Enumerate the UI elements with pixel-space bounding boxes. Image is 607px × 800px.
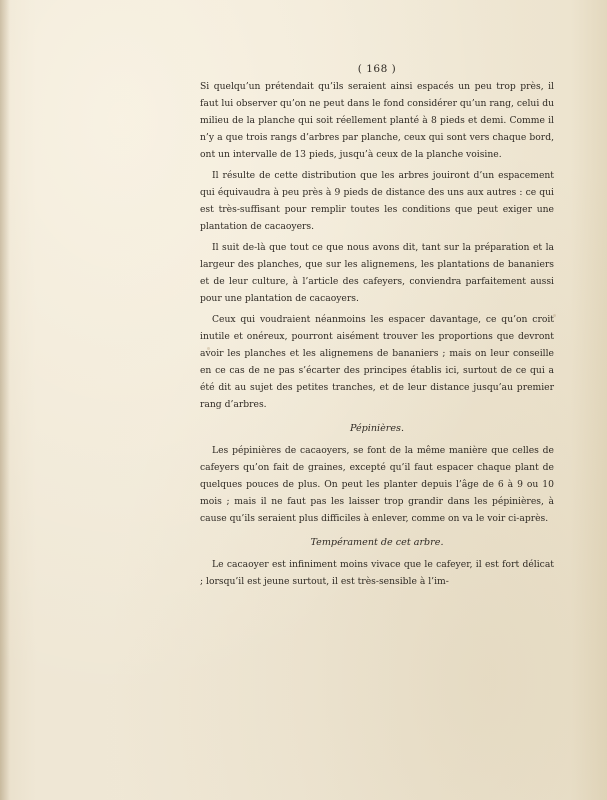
paragraph-5: Les pépinières de cacaoyers, se font de la même manière que celles de cafeyers qu’on fait de graines, excepté qu’il faut espacer chaque plant de quelques pouces de plus. On peut les planter depuis l’âge de 6 à 9 ou 10 mois ; mais il ne faut pas les laisser trop grandir dans les pépinières, à cause qu’ils seraient plus difficiles à enlever, comme on va le voir ci-après. <box>200 445 554 524</box>
paragraph-4: Ceux qui voudraient néanmoins les espacer davantage, ce qu’on croit inutile et onéreux, pourront aisément trouver les proportions que devront avoir les planches et les alignemens de bananiers ; mais on leur conseille en ce cas de ne pas s’écarter des principes établis ici, surtout de ce qui a été dit au sujet des petites tranches, et de leur distance jusqu’au premier rang d’arbres. <box>200 314 554 410</box>
paragraph-1: Si quelqu’un prétendait qu’ils seraient ainsi espacés un peu trop près, il faut lui observer qu’on ne peut dans le fond considérer qu’un rang, celui du milieu de la planche qui soit réellement planté à 8 pieds et demi. Comme il n’y a que trois rangs d’arbres par planche, ceux qui sont vers chaque bord, ont un intervalle de 13 pieds, jusqu’à ceux de la planche voisine. <box>200 81 554 160</box>
section-heading-pepinieres: Pépinières. <box>349 423 405 434</box>
page-number: ( 168 ) <box>357 63 397 75</box>
page-gutter-shadow <box>0 0 10 800</box>
paragraph-3: Il suit de-là que tout ce que nous avons dit, tant sur la préparation et la largeur des planches, que sur les alignemens, les plantations de bananiers et de leur culture, à l’article des cafeyers, conviendra parfaitement aussi pour une plantation de cacaoyers. <box>200 242 554 304</box>
paragraph-2: Il résulte de cette distribution que les arbres jouiront d’un espacement qui équivaudra à peu près à 9 pieds de distance des uns aux autres : ce qui est très-suffisant pour remplir toutes les conditions que peut exiger une plantation de cacaoyers. <box>200 170 554 232</box>
paragraph-6: Le cacaoyer est infiniment moins vivace que le cafeyer, il est fort délicat ; lorsqu’il est jeune surtout, il est très-sensible à l’im- <box>200 559 554 587</box>
page-text-block <box>200 60 554 590</box>
section-heading-temperament: Tempérament de cet arbre. <box>310 537 444 548</box>
